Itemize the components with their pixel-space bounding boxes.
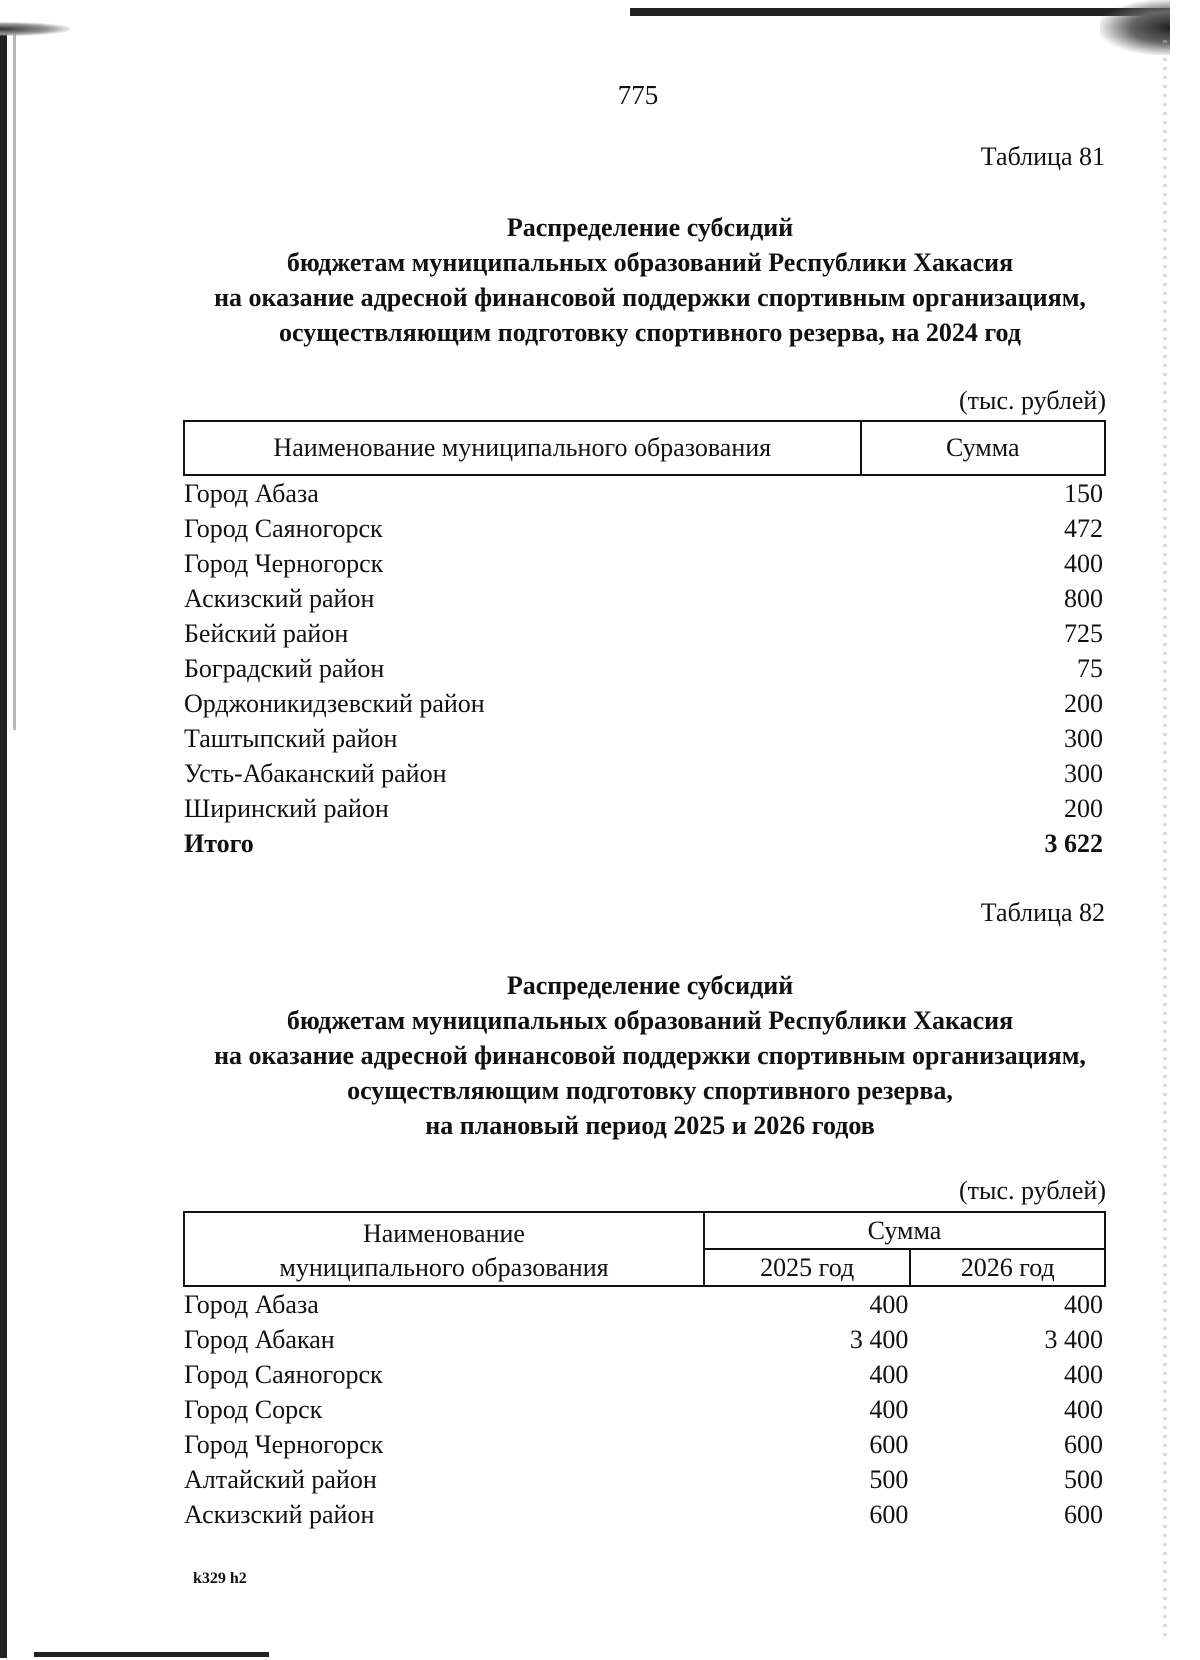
row-name: Ширинский район (184, 794, 389, 823)
row-value: 200 (1064, 794, 1103, 823)
table-82-header-name-line1: Наименование (362, 1219, 525, 1248)
scan-edge-right (1163, 40, 1167, 1640)
table-row (184, 1462, 1105, 1497)
table-81 (183, 420, 1106, 861)
scan-edge-top (630, 8, 1170, 16)
table-81-total-row (184, 826, 1105, 861)
table-row (184, 1286, 1105, 1322)
row-value-2025: 3 400 (849, 1325, 909, 1354)
row-value: 800 (1064, 584, 1103, 613)
row-value: 200 (1064, 689, 1103, 718)
table-81-header-sum: Сумма (861, 421, 1105, 475)
table-81-title-line: бюджетам муниципальных образований Республики Хакасия (286, 248, 1014, 277)
row-value-2026: 3 400 (1044, 1325, 1103, 1354)
table-81-title-line: на оказание адресной финансовой поддержки спортивным организациям, (214, 283, 1086, 312)
table-82-header-name (184, 1212, 704, 1286)
row-name: Аскизский район (184, 1500, 375, 1529)
table-row (184, 581, 1105, 616)
table-81-label: Таблица 81 (980, 142, 1105, 171)
row-value-2026: 600 (1064, 1430, 1103, 1459)
row-name: Орджоникидзевский район (184, 689, 485, 718)
row-value: 400 (1064, 549, 1103, 578)
row-value: 150 (1064, 479, 1103, 508)
row-value-2025: 400 (869, 1290, 909, 1319)
table-row (184, 616, 1105, 651)
table-82-label: Таблица 82 (980, 898, 1105, 927)
table-81-title-line: Распределение субсидий (506, 213, 794, 242)
table-row (184, 546, 1105, 581)
table-81-header-name: Наименование муниципального образования (184, 421, 861, 475)
table-81-total-label: Итого (184, 829, 254, 858)
table-82-title-line: бюджетам муниципальных образований Республики Хакасия (286, 1006, 1014, 1035)
table-82-units: (тыс. рублей) (958, 1176, 1106, 1205)
row-value-2025: 400 (869, 1395, 909, 1424)
table-row (184, 791, 1105, 826)
row-value: 725 (1064, 619, 1103, 648)
scan-edge-bottom (34, 1652, 269, 1657)
table-81-total-value: 3 622 (1044, 829, 1103, 858)
table-81-units: (тыс. рублей) (958, 386, 1106, 415)
row-name: Город Абаза (184, 479, 319, 508)
table-82-title-line: осуществляющим подготовку спортивного резерва, (347, 1076, 953, 1105)
row-name: Таштыпский район (184, 724, 398, 753)
table-row (184, 1392, 1105, 1427)
row-name: Город Саяногорск (184, 1360, 383, 1389)
row-name: Аскизский район (184, 584, 375, 613)
table-81-title-line: осуществляющим подготовку спортивного резерва, на 2024 год (279, 318, 1021, 347)
table-82-header-sum: Сумма (704, 1212, 1105, 1249)
row-value-2025: 500 (869, 1465, 909, 1494)
row-name: Город Абаза (184, 1290, 319, 1319)
table-82-header-2026: 2026 год (910, 1249, 1105, 1286)
table-82-title-line: на оказание адресной финансовой поддержки спортивным организациям, (214, 1041, 1086, 1070)
table-row (184, 511, 1105, 546)
table-row (184, 651, 1105, 686)
row-name: Усть-Абаканский район (184, 759, 447, 788)
scan-corner-top-right (1100, 0, 1170, 55)
row-name: Город Сорск (184, 1395, 323, 1424)
row-name: Город Черногорск (184, 549, 384, 578)
row-name: Бейский район (184, 619, 349, 648)
row-name: Город Саяногорск (184, 514, 383, 543)
row-value-2025: 400 (869, 1360, 909, 1389)
table-82-title-line: на плановый период 2025 и 2026 годов (425, 1111, 875, 1140)
row-name: Город Черногорск (184, 1430, 384, 1459)
row-value-2026: 400 (1064, 1360, 1103, 1389)
row-value-2025: 600 (869, 1430, 909, 1459)
table-82-title (180, 968, 1120, 1143)
table-row (184, 686, 1105, 721)
table-82-header-name-line2: муниципального образования (279, 1253, 609, 1282)
table-row (184, 1322, 1105, 1357)
table-82-header-2025: 2025 год (704, 1249, 911, 1286)
table-row (184, 475, 1105, 511)
table-82-header-row-1 (184, 1212, 1105, 1249)
row-value-2026: 400 (1064, 1290, 1103, 1319)
row-value: 75 (1077, 654, 1103, 683)
footer-code: k329 h2 (193, 1570, 247, 1587)
row-value: 300 (1064, 724, 1103, 753)
table-row (184, 1357, 1105, 1392)
table-row (184, 721, 1105, 756)
row-name: Боградский район (184, 654, 385, 683)
row-value: 472 (1064, 514, 1103, 543)
row-name: Алтайский район (184, 1465, 377, 1494)
table-81-body (184, 475, 1105, 826)
row-value-2026: 400 (1064, 1395, 1103, 1424)
table-82-title-line: Распределение субсидий (506, 971, 794, 1000)
page-number: 775 (617, 80, 659, 110)
table-81-header-row (184, 421, 1105, 475)
row-value-2026: 600 (1064, 1500, 1103, 1529)
scan-edge-left-inner (13, 30, 16, 730)
scan-edge-left (0, 28, 7, 1658)
table-row (184, 756, 1105, 791)
row-value: 300 (1064, 759, 1103, 788)
row-name: Город Абакан (184, 1325, 335, 1354)
table-row (184, 1427, 1105, 1462)
table-81-title (180, 210, 1120, 350)
row-value-2025: 600 (869, 1500, 909, 1529)
scan-corner-top-left (0, 22, 70, 36)
table-row (184, 1497, 1105, 1532)
table-82-body (184, 1286, 1105, 1532)
table-82 (183, 1211, 1106, 1532)
row-value-2026: 500 (1064, 1465, 1103, 1494)
